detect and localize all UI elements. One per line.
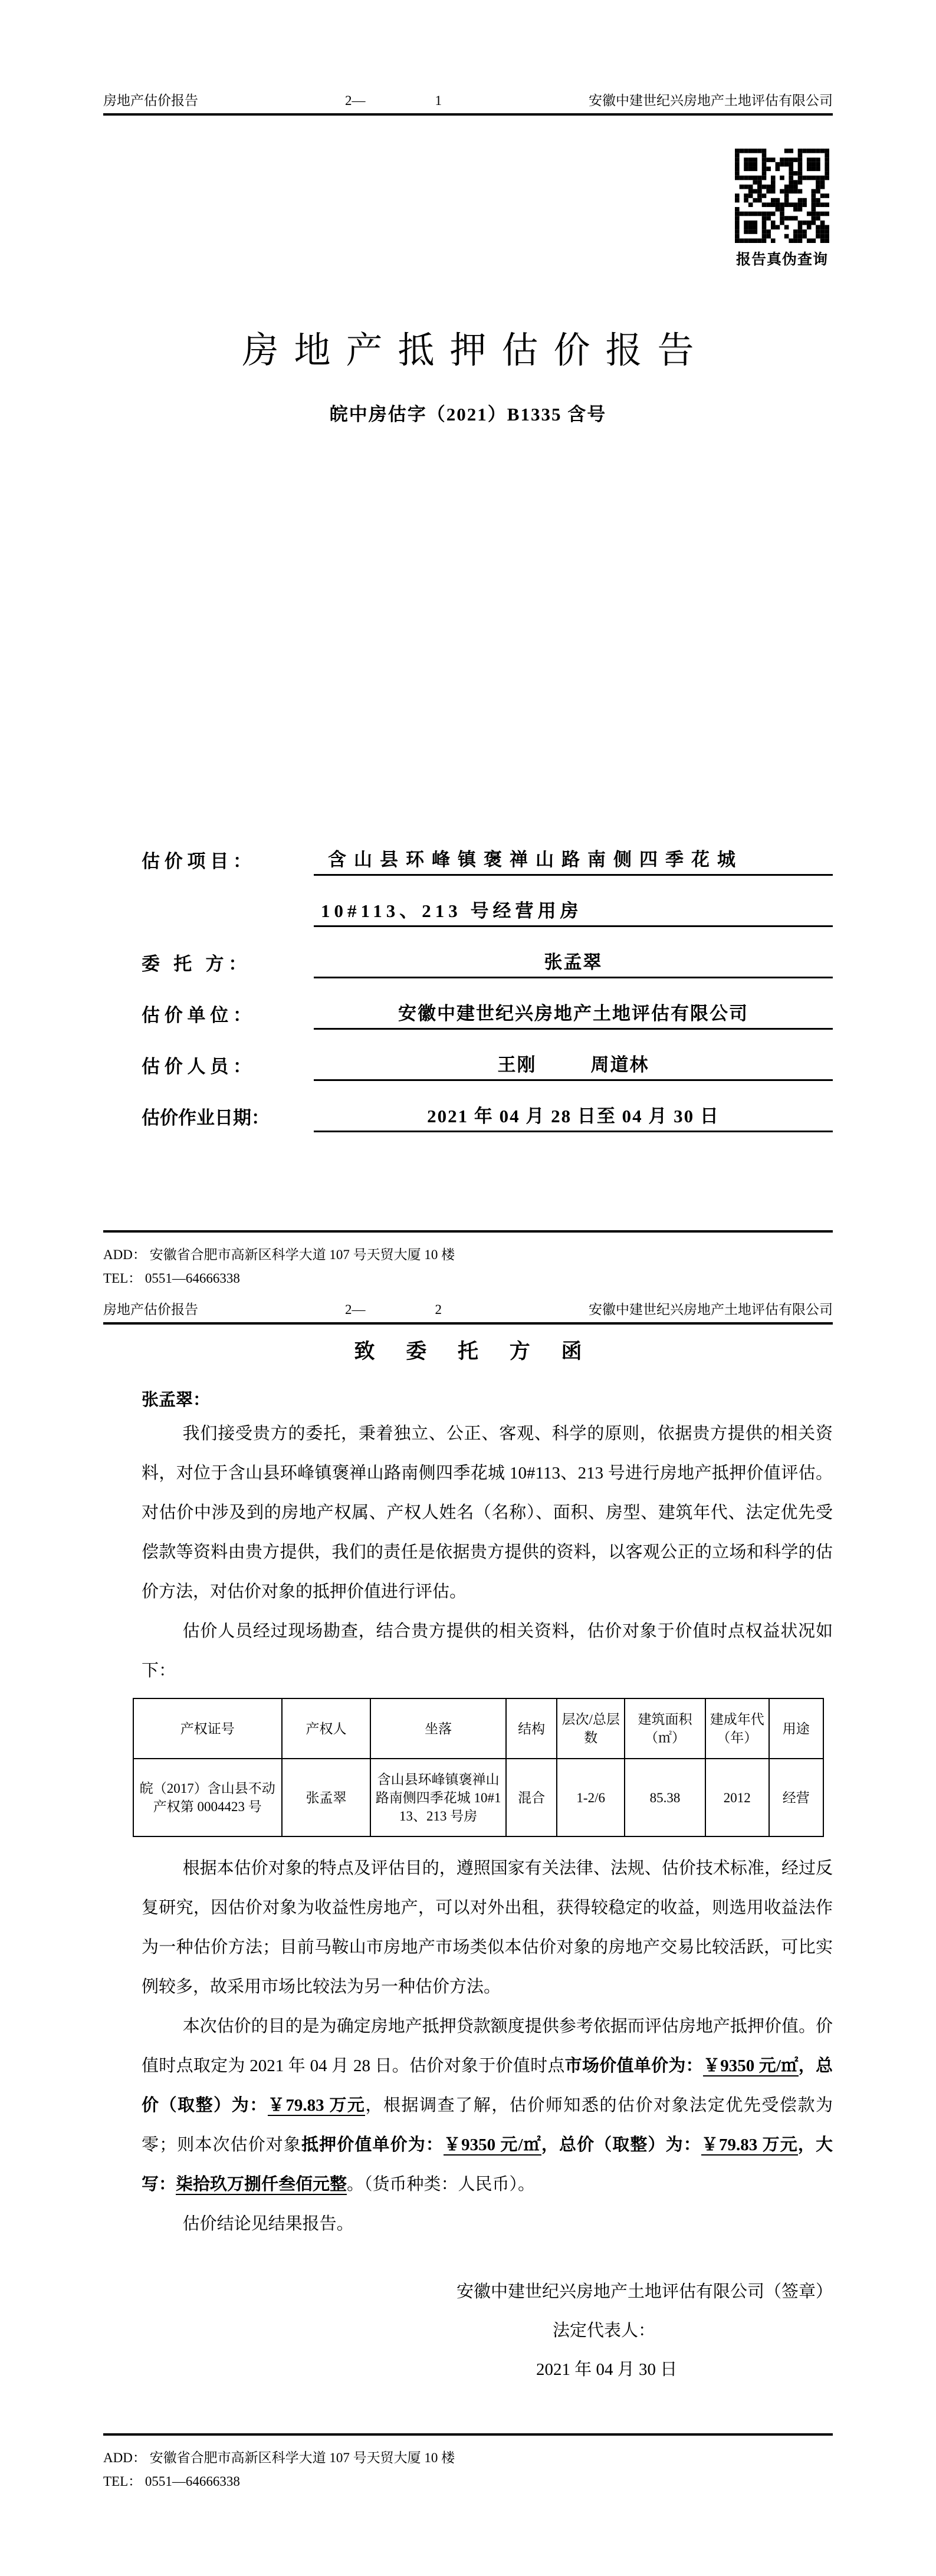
staff-name-1: 王刚 <box>497 1054 537 1075</box>
para4-total-label-2: ，总价（取整）为： <box>541 2135 701 2154</box>
cell-built-year: 2012 <box>705 1759 769 1836</box>
col-header-owner: 产权人 <box>282 1698 371 1759</box>
running-header-doc-type: 房地产估价报告 <box>103 93 198 108</box>
page1-running-footer <box>103 1230 833 1290</box>
cell-location: 含山县环峰镇褒禅山路南侧四季花城 10#113、213 号房 <box>370 1759 505 1836</box>
form-row-project <box>142 846 833 876</box>
running-header-page-number: 2 <box>435 1302 442 1317</box>
para4-seg1: 本次估价的目的是为确定房地产抵押贷款额度提供参考依据而评估房地产抵押价值。价值时点取定为 2021 年 04 月 28 日。估价对象于价值时点 <box>142 2017 833 2075</box>
para4-amount-in-words: 柒拾玖万捌仟叁佰元整 <box>176 2175 347 2194</box>
letter-paragraph-4 <box>142 2007 833 2204</box>
para4-total-price-1: ￥79.83 万元 <box>267 2096 366 2115</box>
project-label: 估 价 项 目 ： <box>142 851 251 872</box>
cell-area: 85.38 <box>625 1759 705 1836</box>
qr-code-icon <box>735 149 829 243</box>
para4-market-price-label: 市场价值单价为： <box>564 2056 703 2075</box>
para4-total-price-2: ￥79.83 万元 <box>701 2135 798 2154</box>
para4-seg6: ，根据调查了解，估价师知悉的估价对象法定优先受偿款为零；则本次估价对象 <box>142 2096 833 2154</box>
property-rights-table <box>133 1698 824 1837</box>
report-title: 房地产抵押估价报告 <box>242 331 710 371</box>
qr-block <box>103 149 833 269</box>
para4-seg13: 。（货币种类：人民币）。 <box>347 2175 536 2194</box>
cell-structure: 混合 <box>506 1759 557 1836</box>
date-value: 2021 年 04 月 28 日至 04 月 30 日 <box>314 1102 833 1132</box>
form-row-staff <box>142 1051 833 1081</box>
page2-running-header <box>103 1297 833 1325</box>
footer-tel: TEL： 0551—64666338 <box>103 1271 240 1286</box>
signature-company: 安徽中建世纪兴房地产土地评估有限公司（签章） <box>456 2282 833 2301</box>
report-number: 皖中房估字（2021）B1335 含号 <box>329 404 607 425</box>
agency-value: 安徽中建世纪兴房地产土地评估有限公司 <box>314 1000 833 1030</box>
running-header-company: 安徽中建世纪兴房地产土地评估有限公司 <box>589 1302 833 1317</box>
cell-floors: 1-2/6 <box>557 1759 625 1836</box>
letter-page <box>0 1297 936 2576</box>
form-row-client <box>142 948 833 978</box>
letter-salutation: 张孟翠： <box>142 1391 211 1409</box>
page2-running-footer <box>103 2433 833 2493</box>
letter-paragraph-1: 我们接受贵方的委托，秉着独立、公正、客观、科学的原则，依据贵方提供的相关资料，对位于含山县环峰镇褒禅山路南侧四季花城 10#113、213 号进行房地产抵押价值评估。对估价中涉及到的房地产权属、产权人姓名（名称）、面积、房型、建筑年代、法定优先受偿款等资料由贵方提供，我们的责任是依据贵方提供的资料，以客观公正的立场和科学的估价方法，对估价对象的抵押价值进行评估。 <box>142 1424 833 1601</box>
running-header-page-total: 2— <box>345 93 366 108</box>
para4-capital-label: ，大写： <box>142 2135 833 2194</box>
para4-unit-price-2: ￥9350 元/㎡ <box>443 2135 541 2154</box>
client-label: 委 托 方 ： <box>142 954 247 974</box>
running-header-doc-type: 房地产估价报告 <box>103 1302 198 1317</box>
cell-usage: 经营 <box>769 1759 823 1836</box>
para4-mortgage-price-label: 抵押价值单价为： <box>301 2135 444 2154</box>
client-value: 张孟翠 <box>314 948 833 978</box>
staff-name-2: 周道林 <box>590 1054 649 1075</box>
running-header-page-number: 1 <box>435 93 442 108</box>
letter-title: 致 委 托 方 函 <box>354 1340 595 1363</box>
signature-legal-rep: 法定代表人： <box>553 2321 656 2340</box>
signature-block <box>376 2272 833 2389</box>
running-header-company: 安徽中建世纪兴房地产土地评估有限公司 <box>589 93 833 108</box>
form-row-agency <box>142 1000 833 1030</box>
letter-paragraph-2: 估价人员经过现场勘查，结合贵方提供的相关资料，估价对象于价值时点权益状况如下： <box>142 1622 833 1680</box>
cover-form <box>142 846 833 1132</box>
form-row-date <box>142 1102 833 1132</box>
signature-date: 2021 年 04 月 30 日 <box>536 2360 678 2379</box>
letter-paragraph-5: 估价结论见结果报告。 <box>182 2214 354 2233</box>
agency-label: 估 价 单 位 ： <box>142 1005 251 1026</box>
col-header-area: 建筑面积（㎡） <box>625 1698 705 1759</box>
staff-value <box>314 1051 833 1081</box>
letter-paragraph-3: 根据本估价对象的特点及评估目的，遵照国家有关法律、法规、估价技术标准，经过反复研究，因估价对象为收益性房地产，可以对外出租，获得较稳定的收益，则选用收益法作为一种估价方法；目前马鞍山市房地产市场类似本估价对象的房地产交易比较活跃，可比实例较多，故采用市场比较法为另一种估价方法。 <box>142 1859 833 1996</box>
qr-caption: 报告真伪查询 <box>735 252 828 268</box>
footer-address: ADD： 安徽省合肥市高新区科学大道 107 号天贸大厦 10 楼 <box>103 2450 455 2465</box>
cell-cert-no: 皖（2017）含山县不动产权第 0004423 号 <box>133 1759 282 1836</box>
date-label: 估价作业日期： <box>142 1108 270 1128</box>
col-header-location: 坐落 <box>370 1698 505 1759</box>
cell-owner: 张孟翠 <box>282 1759 371 1836</box>
col-header-structure: 结构 <box>506 1698 557 1759</box>
page1-running-header <box>103 0 833 116</box>
table-row <box>133 1759 823 1836</box>
footer-tel: TEL： 0551—64666338 <box>103 2474 240 2489</box>
footer-address: ADD： 安徽省合肥市高新区科学大道 107 号天贸大厦 10 楼 <box>103 1247 455 1262</box>
project-value-line2: 10#113、213 号经营用房 <box>314 897 833 927</box>
para4-total-label-1: ，总价（取整）为： <box>142 2056 833 2115</box>
para4-unit-price-1: ￥9350 元/㎡ <box>702 2056 799 2075</box>
staff-label: 估 价 人 员 ： <box>142 1056 251 1077</box>
col-header-usage: 用途 <box>769 1698 823 1759</box>
table-header-row <box>133 1698 823 1759</box>
col-header-built-year: 建成年代（年） <box>705 1698 769 1759</box>
col-header-floors: 层次/总层数 <box>557 1698 625 1759</box>
col-header-cert-no: 产权证号 <box>133 1698 282 1759</box>
form-row-project-cont <box>142 897 833 927</box>
running-header-page-total: 2— <box>345 1302 366 1317</box>
project-value-line1: 含山县环峰镇褒禅山路南侧四季花城 <box>314 846 833 876</box>
